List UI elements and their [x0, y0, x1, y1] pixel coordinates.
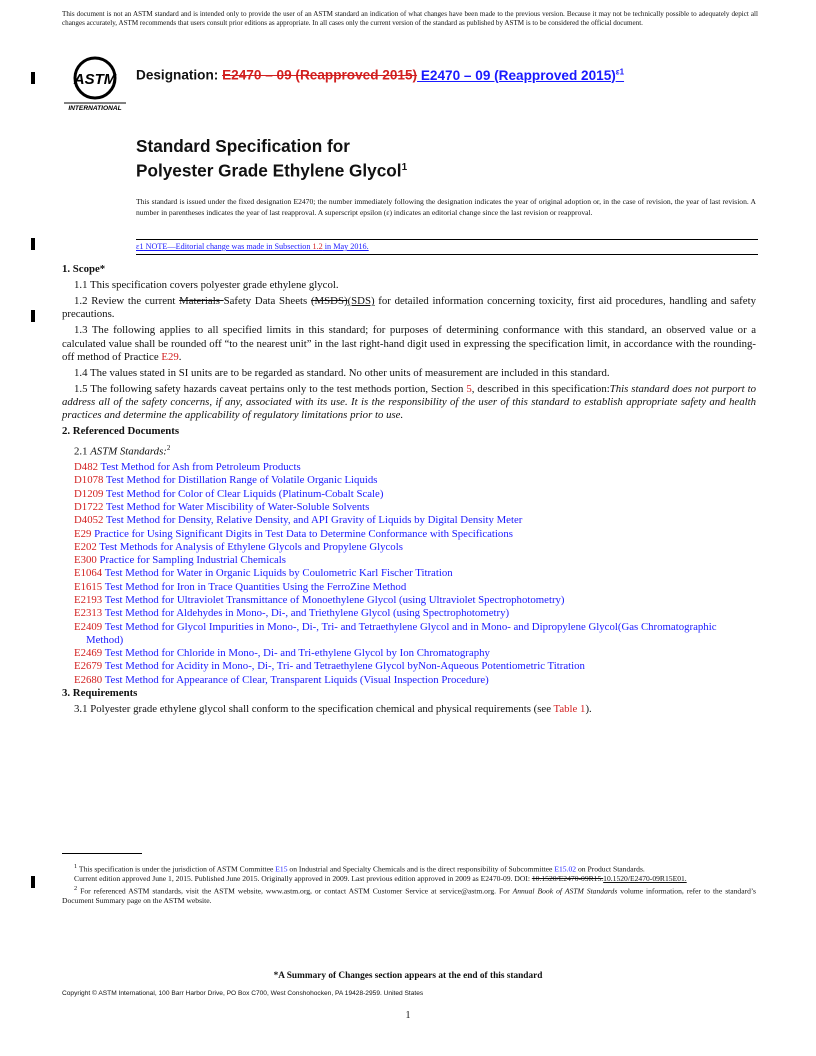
editorial-note: ε1 NOTE—Editorial change was made in Subsection 1.2 in May 2016. [136, 242, 369, 251]
list-item [62, 621, 756, 648]
list-item [62, 567, 756, 580]
footnote-1-edition: Current edition approved June 1, 2015. Published June 2015. Originally approved in 2009. Last previous edition approved in 2009 as E2470-09. DOI: 10.1520/E2470-09R15.10.1520/E2470-09R15E01. [74, 874, 687, 884]
title-line-2: Polyester Grade Ethylene Glycol [136, 160, 402, 181]
list-item [62, 528, 756, 541]
list-item [62, 660, 756, 673]
list-item [62, 488, 756, 501]
page-title [136, 136, 407, 182]
ref-link-table-1[interactable]: Table 1 [553, 703, 586, 716]
ref-code[interactable]: E1615 [74, 580, 103, 593]
page-number: 1 [405, 1010, 411, 1021]
section-heading-requirements: 3. Requirements [62, 687, 138, 700]
list-item [62, 581, 756, 594]
reference-list [62, 461, 756, 687]
paragraph-1-3: 1.3 The following applies to all specified limits in this standard; for purposes of determining conformance with this standard, an observed value or a calculated value shall be rounded off “to the nearest unit” in the last right-hand digit used in expressing the specification limit, in accordance with the rounding-off method of Practice E29. [62, 324, 756, 363]
paragraph-2-1: 2.1 ASTM Standards:$^2$ [74, 443, 171, 458]
ref-code[interactable]: E29 [74, 527, 92, 540]
designation [136, 67, 624, 83]
change-bar [31, 72, 35, 84]
designation-old: E2470 – 09 (Reapproved 2015) [222, 67, 418, 83]
footnote-1: $^1$ This specification is under the jurisdiction of ASTM Committee E15 on Industrial and Specialty Chemicals and is the direct responsibility of Subcommittee E15.02 on Product Standards. [74, 863, 645, 874]
ref-title[interactable]: Practice for Sampling Industrial Chemicals [96, 554, 286, 567]
copyright: Copyright © ASTM International, 100 Barr Harbor Drive, PO Box C700, West Conshohocken, PA 19428-2959. United States [62, 990, 424, 997]
issued-text: This standard is issued under the fixed designation E2470; the number immediately following the designation indicates the year of original adoption or, in the case of revision, the year of last revision. A number in parentheses indicates the year of last reapproval. A superscript epsilon (ε) indicates an editorial change since the last revision or reapproval. [136, 197, 756, 217]
ref-title[interactable]: Test Method for Chloride in Mono-, Di- and Tri-ethylene Glycol by Ion Chromatography [102, 647, 490, 660]
ref-link-e15-02[interactable]: E15.02 [554, 864, 577, 874]
paragraph-1-5: 1.5 The following safety hazards caveat pertains only to the test methods portion, Section 5, described in this specification:This standard does not purport to address all of the safety concerns, if any, associated with its use. It is the responsibility of the user of this standard to establish appropriate safety and health practices and determine the applicability of regulatory limitations prior to use. [62, 382, 757, 422]
designation-label: Designation: [136, 67, 223, 83]
list-item [62, 607, 756, 620]
ref-title[interactable]: Test Method for Water Miscibility of Water-Soluble Solvents [103, 500, 370, 513]
ref-title[interactable]: Test Method for Aldehydes in Mono-, Di-, and Triethylene Glycol (using Spectrophotometry) [102, 607, 510, 620]
footnote-2: $^2$ For referenced ASTM standards, visit the ASTM website, www.astm.org, or contact ASTM Customer Service at service@astm.org. For Annual Book of ASTM Standards volume information, refer to the standard’s Document Summary page on the ASTM website. [62, 884, 756, 905]
main-content [62, 263, 756, 719]
list-item [62, 554, 756, 567]
list-item [62, 541, 756, 554]
list-item [62, 514, 756, 527]
summary-note: *A Summary of Changes section appears at the end of this standard [273, 971, 543, 981]
paragraph-3-1: 3.1 Polyester grade ethylene glycol shall conform to the specification chemical and physical requirements (see Table 1). [74, 703, 592, 716]
ref-code[interactable]: E2469 [74, 647, 103, 660]
list-item [62, 501, 756, 514]
footnotes [62, 862, 756, 905]
ref-title[interactable]: Test Methods for Analysis of Ethylene Glycols and Propylene Glycols [96, 540, 403, 553]
ref-link-section-5[interactable]: 5 [466, 382, 472, 395]
change-bar [31, 310, 35, 322]
logo-subtitle: INTERNATIONAL [68, 105, 122, 112]
list-item [62, 647, 756, 660]
ref-code[interactable]: D1722 [74, 500, 104, 513]
astm-logo [62, 56, 128, 112]
title-footnote-mark: 1 [401, 162, 408, 173]
title-line-1: Standard Specification for [136, 136, 350, 156]
ref-code[interactable]: E202 [74, 540, 97, 553]
change-notice: This document is not an ASTM standard and is intended only to provide the user of an ASTM standard an indication of what changes have been made to the previous version. Because it may not be technically possible to adequately depict all changes accurately, ASTM recommends that users consult prior editions as appropriate. In all cases only the current version of the standard as published by ASTM is to be considered the official document. [62, 10, 758, 27]
paragraph-1-1: 1.1 This specification covers polyester grade ethylene glycol. [74, 279, 339, 292]
change-bar [31, 238, 35, 250]
ref-code[interactable]: E1064 [74, 567, 103, 580]
list-item [62, 474, 756, 487]
epsilon-mark: ε1 [615, 67, 625, 76]
ref-title[interactable]: Test Method for Distillation Range of Volatile Organic Liquids [103, 474, 378, 487]
list-item [62, 594, 756, 607]
ref-code[interactable]: E2679 [74, 660, 103, 673]
paragraph-1-4: 1.4 The values stated in SI units are to be regarded as standard. No other units of measurement are included in this standard. [74, 366, 610, 379]
ref-title[interactable]: Test Method for Glycol Impurities in Mono-, Di-, Tri- and Tetraethylene Glycol and in Mono- and Dipropylene Glycol(Gas Chromatographic Method) [86, 620, 717, 646]
ref-title[interactable]: Test Method for Ash from Petroleum Products [98, 461, 301, 474]
ref-code[interactable]: E2313 [74, 607, 103, 620]
ref-code[interactable]: E2680 [74, 673, 103, 686]
divider [136, 239, 758, 240]
section-heading-referenced: 2. Referenced Documents [62, 425, 180, 438]
ref-title[interactable]: Test Method for Density, Relative Density, and API Gravity of Liquids by Digital Density Meter [103, 514, 523, 527]
editorial-note-ref[interactable]: 1.2 [312, 242, 323, 251]
ref-title[interactable]: Test Method for Color of Clear Liquids (Platinum-Cobalt Scale) [103, 487, 384, 500]
ref-title[interactable]: Test Method for Ultraviolet Transmittance of Monoethylene Glycol (using Ultraviolet Spectrophotometry) [102, 593, 565, 606]
paragraph-1-2: 1.2 Review the current Materials Safety Data Sheets (MSDS)(SDS) for detailed information concerning toxicity, first aid procedures, handling and safety precautions. [62, 295, 756, 321]
ref-title[interactable]: Test Method for Acidity in Mono-, Di-, Tri- and Tetraethylene Glycol byNon-Aqueous Potentiometric Titration [102, 660, 585, 673]
ref-title[interactable]: Practice for Using Significant Digits in Test Data to Determine Conformance with Specifications [91, 527, 513, 540]
ref-link-e29[interactable]: E29 [161, 350, 179, 363]
ref-title[interactable]: Test Method for Iron in Trace Quantities Using the FerroZine Method [102, 580, 407, 593]
ref-code[interactable]: D482 [74, 461, 98, 474]
ref-code[interactable]: D4052 [74, 514, 104, 527]
ref-code[interactable]: D1078 [74, 474, 104, 487]
change-bar [31, 876, 35, 888]
ref-title[interactable]: Test Method for Water in Organic Liquids by Coulometric Karl Fischer Titration [102, 567, 453, 580]
divider [136, 254, 758, 255]
list-item [62, 461, 756, 474]
ref-code[interactable]: D1209 [74, 487, 104, 500]
designation-new: E2470 – 09 (Reapproved 2015)$^{\varepsilon 1}$ [417, 67, 625, 83]
section-heading-scope: 1. Scope* [62, 263, 106, 275]
logo-text: ASTM [73, 71, 117, 88]
footnote-divider [62, 853, 142, 854]
ref-title[interactable]: Test Method for Appearance of Clear, Transparent Liquids (Visual Inspection Procedure) [102, 673, 489, 686]
ref-code[interactable]: E2409 [74, 620, 103, 633]
ref-code[interactable]: E2193 [74, 593, 103, 606]
ref-code[interactable]: E300 [74, 554, 97, 567]
list-item [62, 674, 756, 687]
ref-link-e15[interactable]: E15 [275, 864, 288, 874]
